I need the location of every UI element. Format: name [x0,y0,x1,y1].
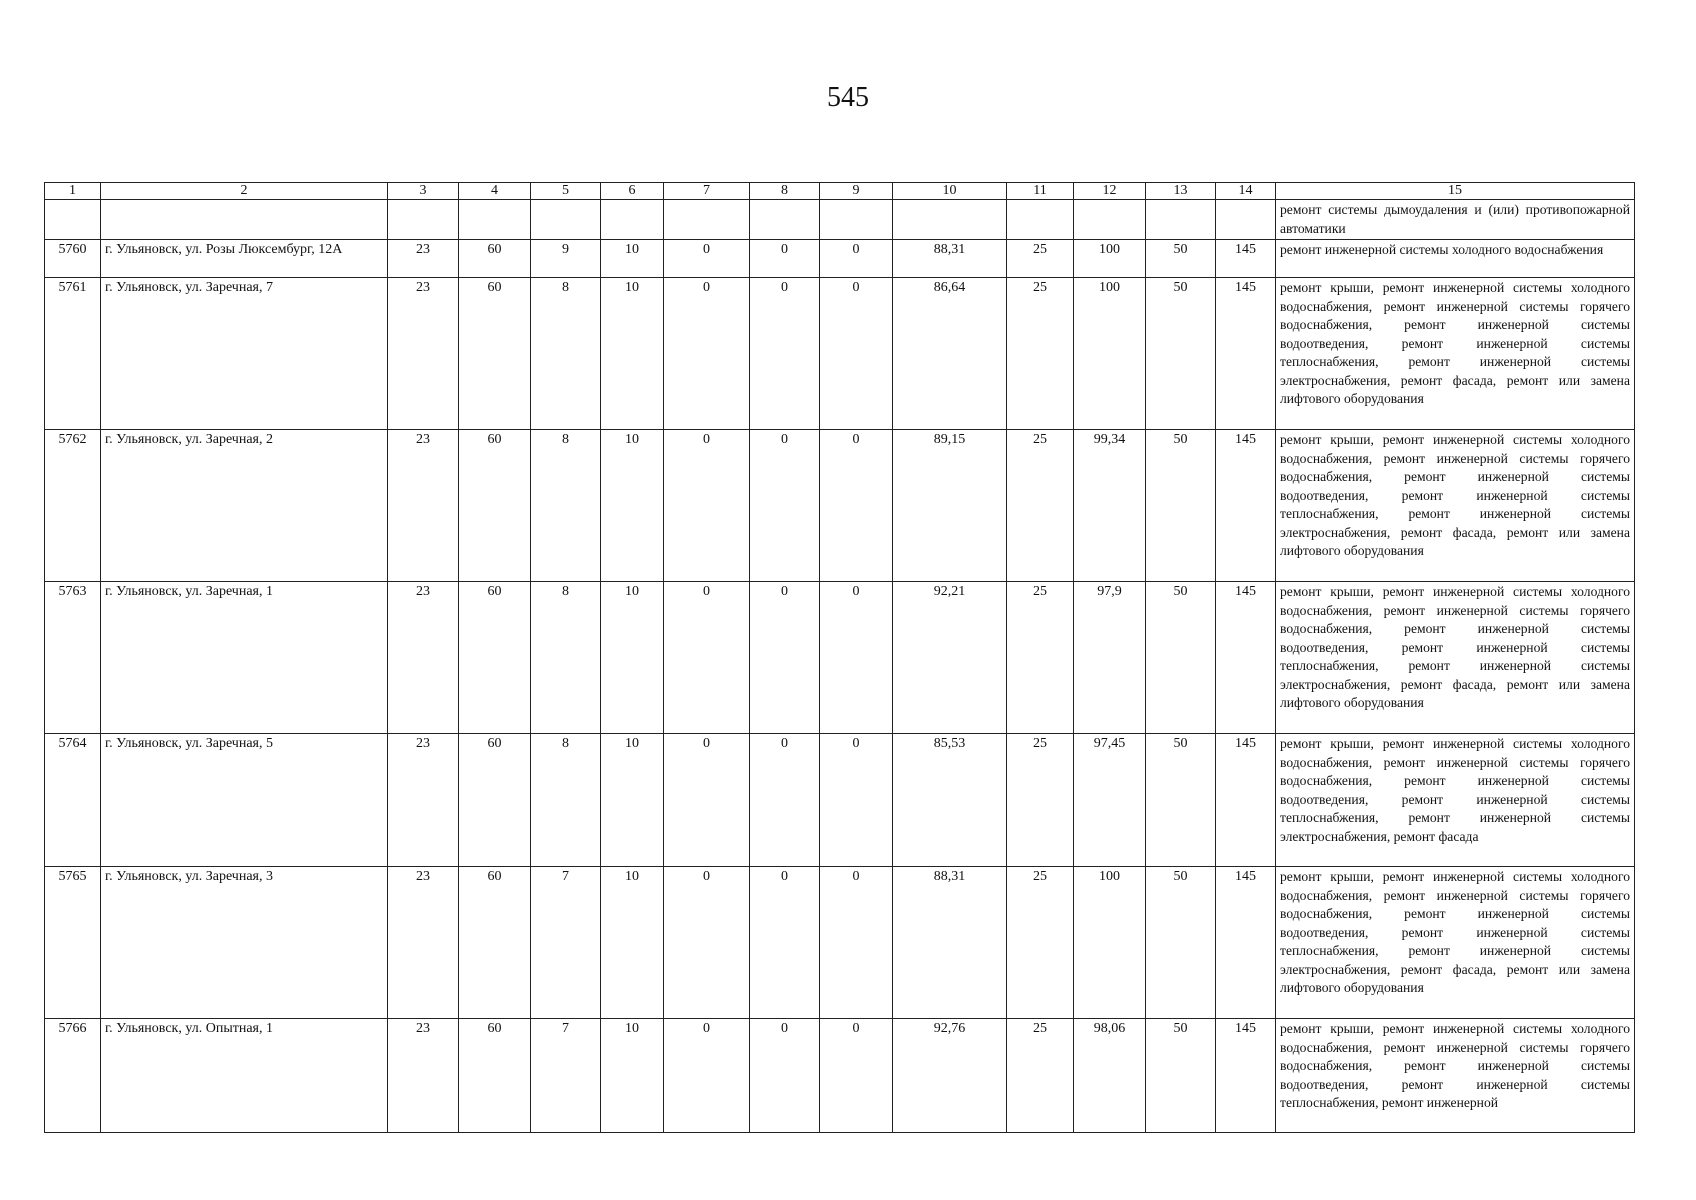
column-header: 14 [1216,183,1276,200]
column-header: 4 [459,183,531,200]
value-cell: 0 [750,582,820,734]
value-cell: 60 [459,1019,531,1133]
value-cell: 25 [1007,867,1074,1019]
value-cell: 23 [388,582,459,734]
continuation-row [45,200,1635,240]
value-cell: 23 [388,278,459,430]
value-cell: 7 [531,1019,601,1133]
value-cell: 50 [1146,582,1216,734]
value-cell: 10 [601,867,664,1019]
value-cell: 9 [531,240,601,278]
works-cell: ремонт крыши, ремонт инженерной системы холодного водоснабжения, ремонт инженерной системы горячего водоснабжения, ремонт инженерной системы водоотведения, ремонт инженерной системы теплоснабжения, ремонт инженерной системы электроснабжения, ремонт фасада, ремонт или замена лифтового оборудования [1276,430,1635,582]
value-cell: 145 [1216,867,1276,1019]
value-cell: 25 [1007,582,1074,734]
value-cell: 86,64 [893,278,1007,430]
value-cell: 145 [1216,582,1276,734]
value-cell: 50 [1146,1019,1216,1133]
column-header: 10 [893,183,1007,200]
works-cell: ремонт крыши, ремонт инженерной системы холодного водоснабжения, ремонт инженерной системы горячего водоснабжения, ремонт инженерной системы водоотведения, ремонт инженерной системы теплоснабжения, ремонт инженерной системы электроснабжения, ремонт фасада, ремонт или замена лифтового оборудования [1276,278,1635,430]
value-cell: 97,45 [1074,734,1146,867]
row-number-cell: 5766 [45,1019,101,1133]
value-cell: 60 [459,867,531,1019]
table-row [45,278,1635,430]
value-cell: 145 [1216,734,1276,867]
address-cell: г. Ульяновск, ул. Заречная, 5 [101,734,388,867]
value-cell: 92,21 [893,582,1007,734]
value-cell: 0 [750,1019,820,1133]
value-cell: 99,34 [1074,430,1146,582]
row-number-cell: 5764 [45,734,101,867]
value-cell: 100 [1074,240,1146,278]
column-header: 3 [388,183,459,200]
value-cell: 88,31 [893,867,1007,1019]
value-cell: 25 [1007,240,1074,278]
table-row [45,867,1635,1019]
value-cell: 145 [1216,1019,1276,1133]
value-cell: 8 [531,582,601,734]
value-cell: 100 [1074,867,1146,1019]
address-cell: г. Ульяновск, ул. Заречная, 2 [101,430,388,582]
value-cell: 50 [1146,430,1216,582]
value-cell: 25 [1007,734,1074,867]
value-cell: 60 [459,240,531,278]
row-number-cell: 5761 [45,278,101,430]
value-cell: 0 [664,1019,750,1133]
value-cell: 0 [750,867,820,1019]
works-cell: ремонт инженерной системы холодного водоснабжения [1276,240,1635,278]
value-cell: 10 [601,582,664,734]
value-cell: 0 [664,240,750,278]
address-cell: г. Ульяновск, ул. Розы Люксембург, 12А [101,240,388,278]
value-cell: 7 [531,867,601,1019]
value-cell: 0 [820,240,893,278]
value-cell: 0 [664,734,750,867]
column-header: 6 [601,183,664,200]
value-cell: 8 [531,278,601,430]
value-cell: 145 [1216,240,1276,278]
value-cell: 25 [1007,278,1074,430]
value-cell: 98,06 [1074,1019,1146,1133]
address-cell: г. Ульяновск, ул. Заречная, 1 [101,582,388,734]
value-cell: 85,53 [893,734,1007,867]
column-header: 1 [45,183,101,200]
row-number-cell: 5762 [45,430,101,582]
table-row [45,734,1635,867]
value-cell: 0 [820,1019,893,1133]
table-row [45,1019,1635,1133]
value-cell: 89,15 [893,430,1007,582]
address-cell: г. Ульяновск, ул. Заречная, 7 [101,278,388,430]
column-header: 9 [820,183,893,200]
column-header: 5 [531,183,601,200]
value-cell: 0 [820,867,893,1019]
value-cell: 10 [601,430,664,582]
row-number-cell: 5763 [45,582,101,734]
value-cell: 50 [1146,278,1216,430]
row-number-cell: 5760 [45,240,101,278]
address-cell: г. Ульяновск, ул. Опытная, 1 [101,1019,388,1133]
column-header: 12 [1074,183,1146,200]
value-cell: 23 [388,867,459,1019]
value-cell: 0 [820,278,893,430]
column-header: 8 [750,183,820,200]
works-cell: ремонт крыши, ремонт инженерной системы холодного водоснабжения, ремонт инженерной системы горячего водоснабжения, ремонт инженерной системы водоотведения, ремонт инженерной системы теплоснабжения, ремонт инженерной системы электроснабжения, ремонт фасада, ремонт или замена лифтового оборудования [1276,582,1635,734]
value-cell: 92,76 [893,1019,1007,1133]
value-cell: 60 [459,430,531,582]
column-header: 11 [1007,183,1074,200]
table-row [45,430,1635,582]
value-cell: 60 [459,734,531,867]
value-cell: 23 [388,430,459,582]
value-cell: 0 [820,734,893,867]
value-cell: 145 [1216,430,1276,582]
works-cell: ремонт крыши, ремонт инженерной системы холодного водоснабжения, ремонт инженерной системы горячего водоснабжения, ремонт инженерной системы водоотведения, ремонт инженерной системы теплоснабжения, ремонт инженерной [1276,1019,1635,1133]
row-number-cell: 5765 [45,867,101,1019]
column-header: 13 [1146,183,1216,200]
value-cell: 0 [750,278,820,430]
address-cell: г. Ульяновск, ул. Заречная, 3 [101,867,388,1019]
value-cell: 88,31 [893,240,1007,278]
registry-table [44,182,1635,1133]
value-cell: 23 [388,240,459,278]
works-cell: ремонт крыши, ремонт инженерной системы холодного водоснабжения, ремонт инженерной системы горячего водоснабжения, ремонт инженерной системы водоотведения, ремонт инженерной системы теплоснабжения, ремонт инженерной системы электроснабжения, ремонт фасада, ремонт или замена лифтового оборудования [1276,867,1635,1019]
value-cell: 0 [664,278,750,430]
value-cell: 97,9 [1074,582,1146,734]
value-cell: 0 [750,240,820,278]
value-cell: 50 [1146,734,1216,867]
column-header: 2 [101,183,388,200]
value-cell: 60 [459,278,531,430]
value-cell: 50 [1146,240,1216,278]
value-cell: 0 [820,582,893,734]
value-cell: 23 [388,1019,459,1133]
value-cell: 10 [601,278,664,430]
table-row [45,582,1635,734]
value-cell: 10 [601,1019,664,1133]
value-cell: 8 [531,734,601,867]
value-cell: 0 [750,734,820,867]
page-number: 545 [827,82,869,113]
value-cell: 50 [1146,867,1216,1019]
value-cell: 0 [664,867,750,1019]
value-cell: 0 [820,430,893,582]
value-cell: 145 [1216,278,1276,430]
value-cell: 0 [664,430,750,582]
works-cell: ремонт крыши, ремонт инженерной системы холодного водоснабжения, ремонт инженерной системы горячего водоснабжения, ремонт инженерной системы водоотведения, ремонт инженерной системы теплоснабжения, ремонт инженерной системы электроснабжения, ремонт фасада [1276,734,1635,867]
value-cell: 0 [664,582,750,734]
table-row [45,240,1635,278]
works-cell: ремонт системы дымоудаления и (или) противопожарной автоматики [1276,200,1635,240]
value-cell: 10 [601,734,664,867]
value-cell: 23 [388,734,459,867]
value-cell: 25 [1007,430,1074,582]
header-row [45,183,1635,200]
value-cell: 10 [601,240,664,278]
value-cell: 0 [750,430,820,582]
column-header: 15 [1276,183,1635,200]
value-cell: 8 [531,430,601,582]
value-cell: 100 [1074,278,1146,430]
column-header: 7 [664,183,750,200]
value-cell: 25 [1007,1019,1074,1133]
value-cell: 60 [459,582,531,734]
